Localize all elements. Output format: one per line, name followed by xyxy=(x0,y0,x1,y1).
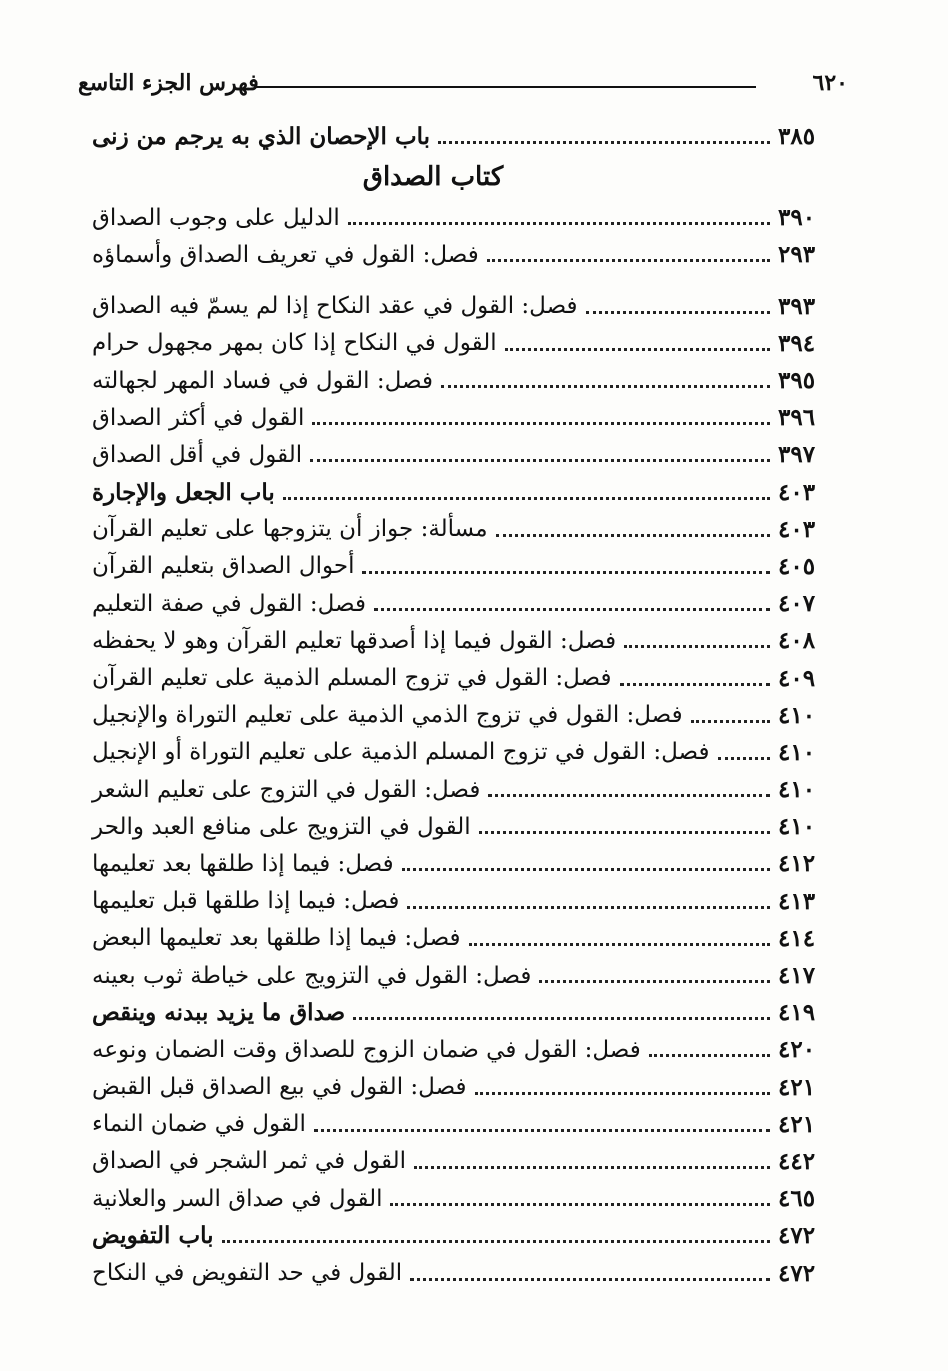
toc-entry-page: ٤٢١ xyxy=(778,1110,816,1138)
dot-leader xyxy=(283,497,770,500)
dot-leader xyxy=(539,980,770,983)
header-page-number: ٦٢٠ xyxy=(812,70,848,96)
toc-entry-page: ٤٢١ xyxy=(778,1073,816,1101)
toc-entry xyxy=(86,845,840,882)
toc-entry-title: القول في أقل الصداق xyxy=(92,441,303,468)
table-of-contents xyxy=(86,118,840,1292)
toc-entry-title: فصل: فيما إذا طلقها بعد تعليمها البعض xyxy=(92,925,461,952)
toc-entry-page: ٣٩٥ xyxy=(778,367,816,395)
toc-entry-title: فصل: القول في تزوج المسلم الذمية على تعليم التوراة أو الإنجيل xyxy=(92,739,710,766)
toc-entry-page: ٤١٧ xyxy=(778,962,816,990)
dot-leader xyxy=(469,943,770,946)
toc-entry-title: فصل: القول في ضمان الزوج للصداق وقت الضمان ونوعه xyxy=(92,1036,641,1063)
toc-entry xyxy=(86,436,840,473)
toc-entry xyxy=(86,474,840,511)
toc-entry-page: ٤٧٢ xyxy=(778,1259,816,1287)
dot-leader xyxy=(390,1203,770,1206)
toc-entry-page: ٤١٣ xyxy=(778,887,816,915)
toc-entry xyxy=(86,883,840,920)
toc-entry xyxy=(86,1180,840,1217)
toc-entry-page: ٣٩٦ xyxy=(778,404,816,432)
dot-leader xyxy=(624,645,770,648)
toc-entry-title: القول في أكثر الصداق xyxy=(92,404,305,431)
toc-entry-page: ٤٠٥ xyxy=(778,552,816,580)
toc-entry xyxy=(86,622,840,659)
toc-entry xyxy=(86,808,840,845)
toc-entry-title: باب التفويض xyxy=(92,1222,214,1250)
dot-leader xyxy=(586,311,770,314)
dot-leader xyxy=(374,608,770,611)
toc-entry xyxy=(86,1254,840,1291)
dot-leader xyxy=(441,385,770,388)
toc-entry xyxy=(86,236,840,273)
toc-entry xyxy=(86,362,840,399)
toc-entry-title: القول في التزويج على منافع العبد والحر xyxy=(92,813,471,840)
toc-entry-title: القول في حد التفويض في النكاح xyxy=(92,1260,403,1287)
toc-entry xyxy=(86,288,840,325)
toc-entry xyxy=(86,118,840,155)
toc-entry xyxy=(86,957,840,994)
toc-entry xyxy=(86,1069,840,1106)
toc-entry-page: ٤٠٣ xyxy=(778,515,816,543)
dot-leader xyxy=(620,683,771,686)
toc-entry-page: ٤١٤ xyxy=(778,924,816,952)
toc-entry xyxy=(86,1217,840,1254)
toc-entry-title: باب الإحصان الذي به يرجم من زنى xyxy=(92,123,431,151)
toc-entry xyxy=(86,511,840,548)
toc-entry-title: فصل: القول في تعريف الصداق وأسماؤه xyxy=(92,241,479,268)
toc-entry-title: فصل: القول في التزويج على خياطة ثوب بعينه xyxy=(92,962,532,989)
toc-entry-title: فصل: القول في التزوج على تعليم الشعر xyxy=(92,776,481,803)
toc-entry-page: ٤٦٥ xyxy=(778,1185,816,1213)
dot-leader xyxy=(407,906,770,909)
running-header xyxy=(78,68,848,112)
toc-entry-page: ٤٧٢ xyxy=(778,1222,816,1250)
dot-leader xyxy=(479,831,770,834)
toc-entry-title: فصل: القول في عقد النكاح إذا لم يسمّ فيه الصداق xyxy=(92,293,578,320)
toc-entry-page: ٤٠٩ xyxy=(778,664,816,692)
toc-entry xyxy=(86,994,840,1031)
dot-leader xyxy=(649,1054,770,1057)
toc-entry-title: الدليل على وجوب الصداق xyxy=(92,204,340,231)
toc-entry-page: ٤١٠ xyxy=(778,776,816,804)
dot-leader xyxy=(487,259,770,262)
dot-leader xyxy=(414,1166,770,1169)
toc-entry xyxy=(86,1143,840,1180)
toc-entry-title: فصل: القول في تزوج الذمي الذمية على تعليم التوراة والإنجيل xyxy=(92,702,683,729)
toc-entry-title: مسألة: جواز أن يتزوجها على تعليم القرآن xyxy=(92,516,488,543)
toc-entry xyxy=(86,399,840,436)
toc-entry-page: ٤١٠ xyxy=(778,738,816,766)
dot-leader xyxy=(475,1092,770,1095)
header-rule xyxy=(256,86,756,88)
dot-leader xyxy=(312,422,770,425)
dot-leader xyxy=(222,1240,770,1243)
dot-leader xyxy=(410,1278,770,1281)
toc-entry-title: فصل: القول في فساد المهر لجهالته xyxy=(92,367,433,394)
toc-entry-title: القول في ضمان النماء xyxy=(92,1111,306,1138)
toc-entry xyxy=(86,199,840,236)
toc-entry-page: ٤١٢ xyxy=(778,850,816,878)
dot-leader xyxy=(505,348,770,351)
toc-entry-title: فصل: فيما إذا طلقها بعد تعليمها xyxy=(92,850,394,877)
toc-entry-title: أحوال الصداق بتعليم القرآن xyxy=(92,553,355,580)
toc-entry-title: صداق ما يزيد ببدنه وينقص xyxy=(92,999,346,1027)
toc-entry xyxy=(86,734,840,771)
toc-entry-title: باب الجعل والإجارة xyxy=(92,478,275,506)
toc-entry-title: فصل: القول في صفة التعليم xyxy=(92,590,366,617)
toc-entry-page: ٤١٠ xyxy=(778,813,816,841)
toc-entry-page: ٣٨٥ xyxy=(778,123,816,151)
toc-entry-page: ٣٩٠ xyxy=(778,204,816,232)
dot-leader xyxy=(718,757,771,760)
toc-group-c xyxy=(86,288,840,1292)
toc-entry-title: القول في ثمر الشجر في الصداق xyxy=(92,1148,407,1175)
toc-entry-page: ٣٩٧ xyxy=(778,441,816,469)
dot-leader xyxy=(310,459,770,462)
toc-group-b xyxy=(86,199,840,273)
spacer xyxy=(86,274,840,288)
toc-entry xyxy=(86,659,840,696)
dot-leader xyxy=(402,868,770,871)
toc-entry-title: فصل: فيما إذا طلقها قبل تعليمها xyxy=(92,888,400,915)
dot-leader xyxy=(353,1017,770,1020)
header-title: فهرس الجزء التاسع xyxy=(78,70,259,96)
section-heading: كتاب الصداق xyxy=(362,162,504,193)
toc-entry-page: ٤٠٧ xyxy=(778,590,816,618)
toc-entry-page: ٤٠٣ xyxy=(778,478,816,506)
toc-entry xyxy=(86,1031,840,1068)
toc-entry xyxy=(86,697,840,734)
dot-leader xyxy=(488,794,770,797)
dot-leader xyxy=(438,141,770,144)
toc-entry-title: فصل: القول فيما إذا أصدقها تعليم القرآن وهو لا يحفظه xyxy=(92,627,617,654)
toc-entry-title: القول في صداق السر والعلانية xyxy=(92,1185,383,1212)
toc-entry xyxy=(86,920,840,957)
dot-leader xyxy=(362,571,770,574)
toc-entry xyxy=(86,585,840,622)
dot-leader xyxy=(348,222,770,225)
toc-entry-page: ٤١٠ xyxy=(778,701,816,729)
dot-leader xyxy=(691,720,770,723)
dot-leader xyxy=(314,1129,770,1132)
toc-entry xyxy=(86,548,840,585)
toc-entry-title: فصل: القول في بيع الصداق قبل القبض xyxy=(92,1074,467,1101)
toc-entry-page: ٤١٩ xyxy=(778,999,816,1027)
toc-entry-title: القول في النكاح إذا كان بمهر مجهول حرام xyxy=(92,330,497,357)
toc-entry-page: ٤٢٠ xyxy=(778,1036,816,1064)
toc-entry-page: ٣٩٤ xyxy=(778,329,816,357)
toc-entry xyxy=(86,771,840,808)
toc-entry-title: فصل: القول في تزوج المسلم الذمية على تعليم القرآن xyxy=(92,665,612,692)
toc-group-a xyxy=(86,118,840,155)
toc-entry-page: ٤٤٢ xyxy=(778,1147,816,1175)
toc-entry-page: ٤٠٨ xyxy=(778,627,816,655)
toc-entry-page: ٣٩٣ xyxy=(778,292,816,320)
toc-entry xyxy=(86,1106,840,1143)
toc-entry xyxy=(86,325,840,362)
toc-entry-page: ٢٩٣ xyxy=(778,241,816,269)
dot-leader xyxy=(496,534,770,537)
